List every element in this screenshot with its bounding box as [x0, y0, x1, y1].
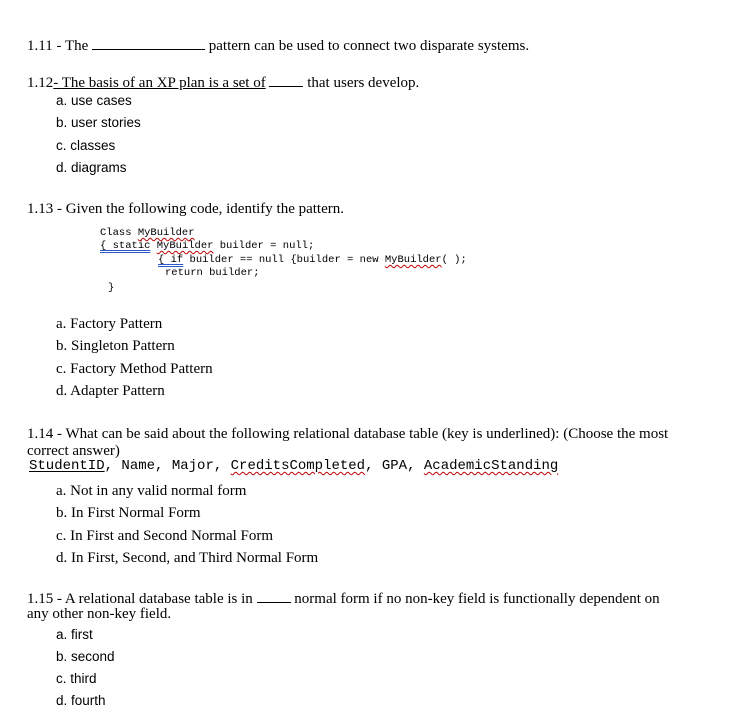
option-a[interactable]: a. use cases — [56, 93, 132, 108]
answer-blank — [257, 588, 291, 603]
attribute: AcademicStanding — [423, 458, 559, 474]
code-brace: { — [100, 240, 113, 252]
code-condition: builder == null {builder = new — [183, 254, 385, 266]
question-text-end: that users develop. — [307, 75, 420, 91]
code-static: static — [112, 240, 151, 252]
table-attributes — [29, 458, 558, 474]
question-separator: - — [53, 75, 62, 91]
answer-blank — [92, 35, 205, 50]
option-a[interactable]: a. Not in any valid normal form — [56, 483, 247, 499]
question-number: 1.12 — [27, 75, 54, 91]
question-1-15-line-2: any other non-key field. — [27, 606, 172, 622]
attr-separator: , GPA, — [365, 458, 424, 474]
attr-separator: , Name, Major, — [104, 458, 231, 474]
option-b[interactable]: b. user stories — [56, 115, 141, 130]
option-d[interactable]: d. fourth — [56, 693, 106, 708]
option-d[interactable]: d. diagrams — [56, 160, 127, 175]
code-type: MyBuilder — [156, 240, 214, 252]
code-line-5: } — [108, 282, 115, 294]
code-line-2 — [100, 240, 314, 253]
option-a[interactable]: a. Factory Pattern — [56, 316, 163, 332]
option-c[interactable]: c. third — [56, 671, 97, 686]
code-classname: MyBuilder — [137, 227, 195, 239]
code-rest: builder = null; — [213, 240, 315, 252]
code-constructor: MyBuilder — [384, 254, 442, 266]
question-text-end: pattern can be used to connect two disparate systems. — [208, 38, 530, 54]
question-number: 1.11 - — [27, 38, 62, 54]
code-call: ( ); — [441, 254, 467, 266]
option-b[interactable]: b. Singleton Pattern — [56, 338, 175, 354]
key-attribute: StudentID — [29, 458, 105, 474]
code-keyword: Class — [100, 227, 138, 239]
option-d[interactable]: d. In First, Second, and Third Normal Form — [56, 550, 319, 566]
option-c[interactable]: c. Factory Method Pattern — [56, 361, 213, 377]
question-text-start: 1.15 - A relational database table is in — [27, 591, 253, 607]
attribute: CreditsCompleted — [230, 458, 366, 474]
option-b[interactable]: b. second — [56, 649, 115, 664]
question-1-11 — [27, 35, 529, 55]
question-text-end: normal form if no non-key field is functionally dependent on — [294, 591, 660, 607]
code-if: if — [170, 254, 184, 266]
option-b[interactable]: b. In First Normal Form — [56, 505, 201, 521]
option-d[interactable]: d. Adapter Pattern — [56, 383, 165, 399]
question-1-12 — [27, 72, 419, 92]
answer-blank — [269, 72, 303, 87]
question-1-14-line-2: correct answer) — [27, 443, 120, 459]
question-1-14-line-1: 1.14 - What can be said about the following relational database table (key is underlined): (Choose the most — [27, 426, 669, 442]
option-c[interactable]: c. In First and Second Normal Form — [56, 528, 274, 544]
option-c[interactable]: c. classes — [56, 138, 116, 153]
code-line-4: return builder; — [165, 267, 260, 279]
question-text-start: The — [64, 38, 89, 54]
code-brace: { — [158, 254, 171, 266]
question-1-13: 1.13 - Given the following code, identify the pattern. — [27, 201, 344, 217]
code-line-3 — [158, 254, 467, 267]
code-block — [100, 227, 195, 240]
question-text-start: The basis of an XP plan is a set of — [61, 75, 266, 91]
option-a[interactable]: a. first — [56, 627, 93, 642]
